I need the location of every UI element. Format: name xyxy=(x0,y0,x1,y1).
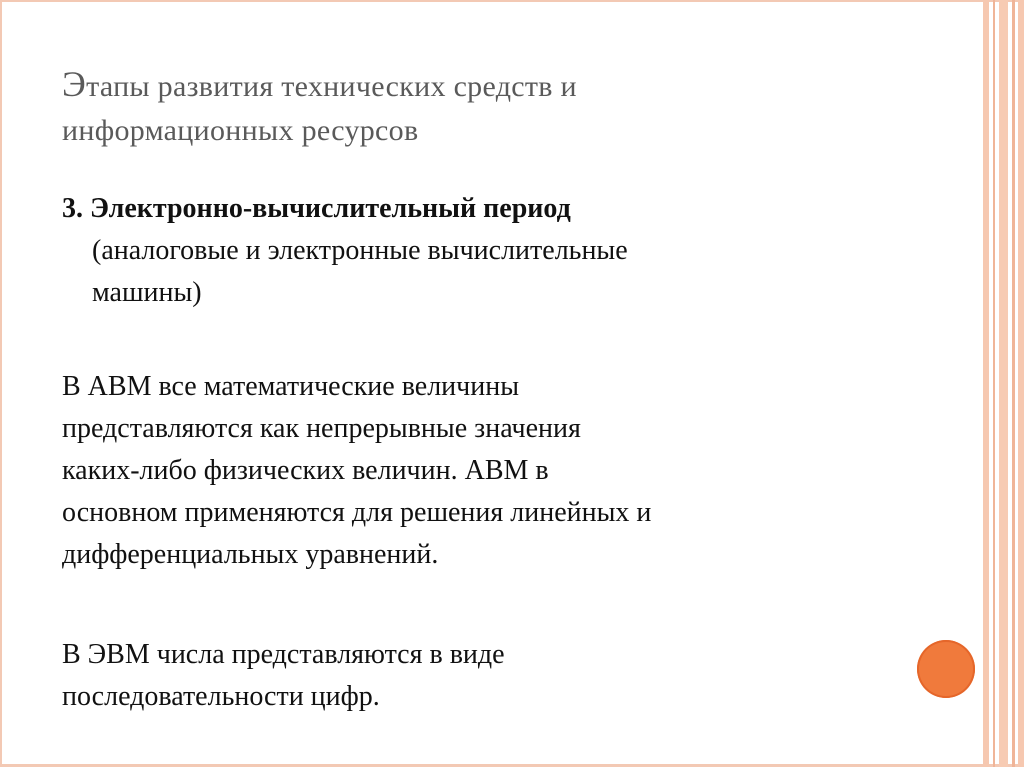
list-item-3 xyxy=(62,188,942,314)
decorative-stripe xyxy=(1018,0,1024,767)
title-line-2: информационных ресурсов xyxy=(62,114,419,147)
frame-left-border xyxy=(0,0,2,767)
decorative-stripe xyxy=(993,0,995,767)
title-line-1-text: тапы развития технических средств и xyxy=(86,70,577,103)
item-heading: 3. Электронно-вычислительный период xyxy=(62,193,571,224)
item-subtext-line-1: (аналоговые и электронные вычислительные xyxy=(92,235,628,266)
paragraph-line: представляются как непрерывные значения xyxy=(62,413,581,444)
paragraph-line: каких-либо физических величин. АВМ в xyxy=(62,455,549,486)
paragraph-line: последовательности цифр. xyxy=(62,681,380,712)
item-subtext-line-2: машины) xyxy=(92,277,202,308)
slide-title xyxy=(62,62,962,153)
orange-circle-decoration xyxy=(917,640,975,698)
paragraph-line: дифференциальных уравнений. xyxy=(62,539,439,570)
frame-top-border xyxy=(0,0,1024,2)
title-initial: Э xyxy=(62,64,87,104)
paragraph-line: В АВМ все математические величины xyxy=(62,371,520,402)
decorative-stripe xyxy=(999,0,1008,767)
title-line-1 xyxy=(62,62,962,109)
paragraph-evm xyxy=(62,634,942,718)
decorative-stripe xyxy=(983,0,989,767)
decorative-stripe xyxy=(1012,0,1015,767)
paragraph-line: В ЭВМ числа представляются в виде xyxy=(62,639,505,670)
paragraph-avm xyxy=(62,366,942,576)
paragraph-line: основном применяются для решения линейных и xyxy=(62,497,652,528)
